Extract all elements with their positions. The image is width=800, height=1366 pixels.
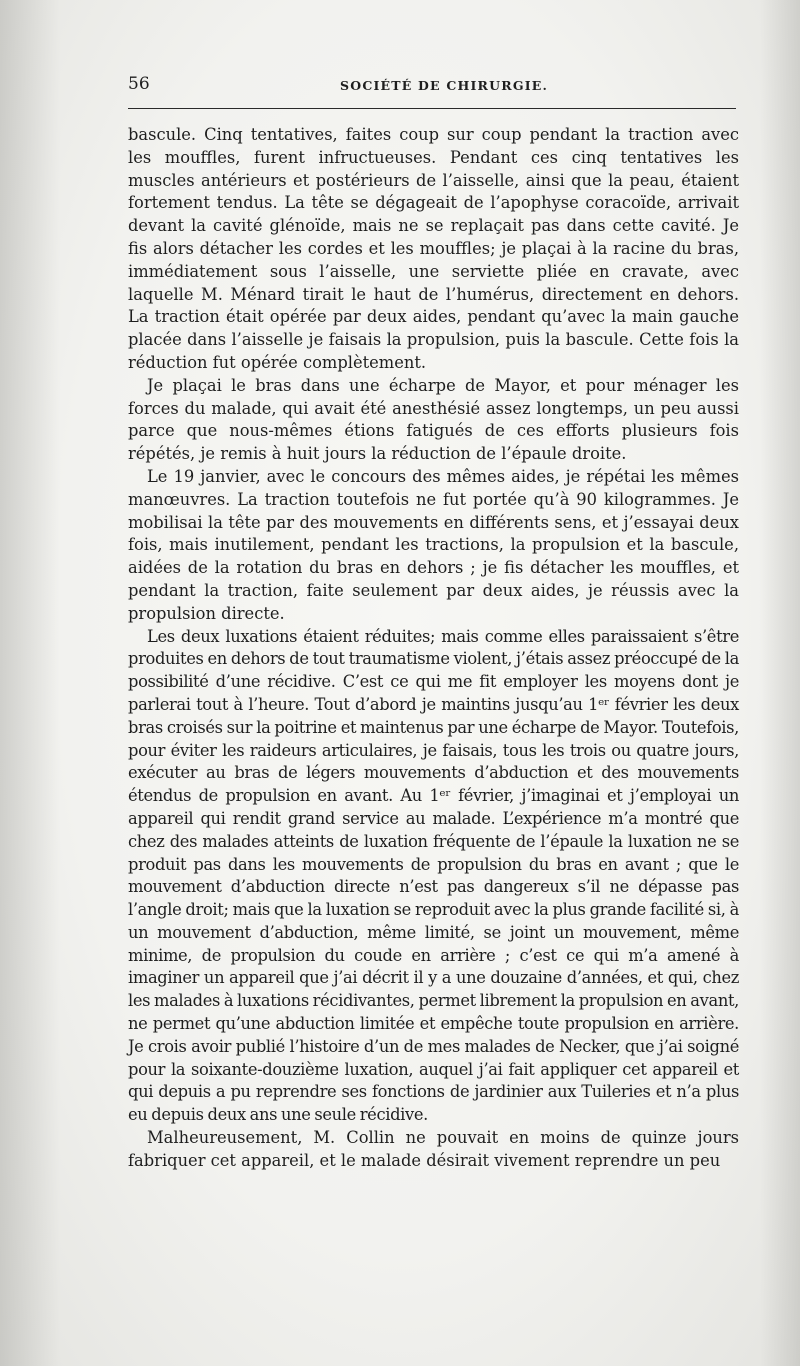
paragraph-5: Malheureusement, M. Collin ne pouvait en moins de quinze jours fabriquer cet appareil, et le malade désirait vivement reprendre un peu (128, 1128, 739, 1170)
running-head: SOCIÉTÉ DE CHIRURGIE. (340, 78, 549, 93)
page-shadow-left (0, 0, 60, 1366)
page-shadow-right (760, 0, 800, 1366)
paragraph-3: Le 19 janvier, avec le concours des mêmes aides, je répétai les mêmes manœuvres. La traction toutefois ne fut portée qu’à 90 kilogrammes. Je mobilisai la tête par des mouvements en différents sens, et j’essayai deux fois, mais inutilement, pendant les tractions, la propulsion et la bascule, aidées de la rotation du bras en dehors ; je fis détacher les mouffles, et pendant la traction, faite seulement par deux aides, je réussis avec la propulsion directe. (128, 466, 739, 623)
body-text (128, 124, 739, 1173)
paragraph-4: Les deux luxations étaient réduites; mais comme elles paraissaient s’être produites en dehors de tout traumatisme violent, j’étais assez préoccupé de la possibilité d’une récidive. C’est ce qui me fit employer les moyens dont je parlerai tout à l’heure. Tout d’abord je maintins jusqu’au 1ᵉʳ février les deux bras croisés sur la poitrine et maintenus par une écharpe de Mayor. Toutefois, pour éviter les raideurs articulaires, je faisais, tous les trois ou quatre jours, exécuter au bras de légers mouvements d’abduction et des mouvements étendus de propulsion en avant. Au 1ᵉʳ février, j’imaginai et j’employai un appareil qui rendit grand service au malade. L’expérience m’a montré que chez des malades atteints de luxation fréquente de l’épaule la luxation ne se produit pas dans les mouvements de propulsion du bras en avant ; que le mouvement d’abduction directe n’est pas dangereux s’il ne dépasse pas l’angle droit; mais que la luxation se reproduit avec la plus grande facilité si, à un mouvement d’abduction, même limité, se joint un mouvement, même minime, de propulsion du coude en arrière ; c’est ce qui m’a amené à imaginer un appareil que j’ai décrit il y a une douzaine d’années, et qui, chez les malades à luxations récidivantes, permet librement la propulsion en avant, ne permet qu’une abduction limitée et empêche toute propulsion en arrière. Je crois avoir publié l’histoire d’un de mes malades de Necker, que j’ai soigné pour la soixante-douzième luxation, auquel j’ai fait appliquer cet appareil et qui depuis a pu reprendre ses fonctions de jardinier aux Tuileries et n’a plus eu depuis deux ans une seule récidive. (128, 626, 739, 1125)
header-rule (128, 108, 736, 109)
page-number: 56 (128, 74, 150, 94)
page-header (128, 74, 742, 100)
paragraph-2: Je plaçai le bras dans une écharpe de Mayor, et pour ménager les forces du malade, qui avait été anesthésié assez longtemps, un peu aussi parce que nous-mêmes étions fatigués de ces efforts plusieurs fois répétés, je remis à huit jours la réduction de l’épaule droite. (128, 375, 739, 464)
paragraph-1: bascule. Cinq tentatives, faites coup sur coup pendant la traction avec les mouffles, furent infructueuses. Pendant ces cinq tentatives les muscles antérieurs et postérieurs de l’aisselle, ainsi que la peau, étaient fortement tendus. La tête se dégageait de l’apophyse coracoïde, arrivait devant la cavité glénoïde, mais ne se replaçait pas dans cette cavité. Je fis alors détacher les cordes et les mouffles; je plaçai à la racine du bras, immédiatement sous l’aisselle, une serviette pliée en cravate, avec laquelle M. Ménard tirait le haut de l’humérus, directement en dehors. La traction était opérée par deux aides, pendant qu’avec la main gauche placée dans l’aisselle je faisais la propulsion, puis la bascule. Cette fois la réduction fut opérée complètement. (128, 125, 739, 372)
